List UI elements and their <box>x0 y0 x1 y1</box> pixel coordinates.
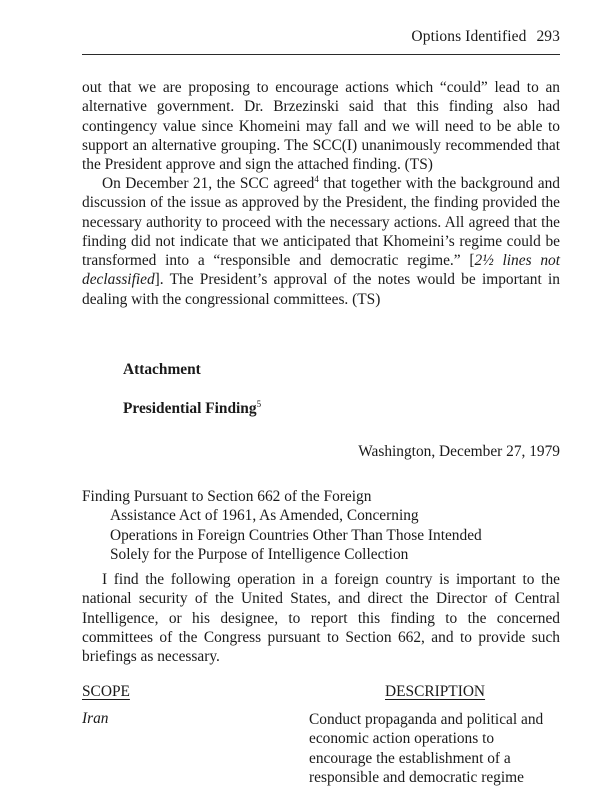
para2-text-c: ]. The President’s approval of the notes would be important in dealing with the congressional committees. (TS) <box>82 271 560 308</box>
running-head <box>411 28 560 46</box>
finding-title <box>82 487 482 564</box>
scope-value: Iran <box>82 710 109 727</box>
finding-paragraph: I find the following operation in a foreign country is important to the national security of the United States, and direct the Director of Central Intelligence, or his designee, to report this finding to the concerned committees of the Congress pursuant to Section 662, and to provide such briefings as necessary. <box>82 571 560 666</box>
finding-title-line-2: Assistance Act of 1961, As Amended, Concerning <box>110 507 419 525</box>
description-value: Conduct propaganda and political and economic action operations to encourage the establishment of a responsible and democratic regime <box>309 711 544 786</box>
finding-heading-text: Presidential Finding <box>123 400 257 417</box>
section-title: Options Identified <box>411 28 527 45</box>
body-paragraph-2 <box>82 174 560 309</box>
para2-text-b: that together with the background and discussion of the issue as approved by the President, the finding provided the necessary authority to proceed with the necessary actions. All agreed that the finding did not indicate that we anticipated that Khomeini’s regime could be transformed into a “responsible and democratic regime.” [ <box>82 175 561 270</box>
description-column-header: DESCRIPTION <box>385 683 486 700</box>
finding-title-line-1: Finding Pursuant to Section 662 of the Foreign <box>82 488 372 505</box>
footnote-ref-4[interactable]: 4 <box>314 173 319 184</box>
para2-text-a: On December 21, the SCC agreed <box>102 175 315 192</box>
finding-heading <box>123 400 261 418</box>
page-number: 293 <box>536 28 560 45</box>
finding-title-line-3: Operations in Foreign Countries Other Than Those Intended <box>110 526 482 544</box>
redaction-note: 2½ lines not declassified <box>82 252 560 289</box>
scope-column-header: SCOPE <box>82 683 130 700</box>
finding-title-line-4: Solely for the Purpose of Intelligence Collection <box>110 545 409 563</box>
dateline: Washington, December 27, 1979 <box>358 443 560 460</box>
body-paragraph-1: out that we are proposing to encourage actions which “could” lead to an alternative government. Dr. Brzezinski said that this finding also had contingency value since Khomeini may fall and we will need to be able to support an alternative grouping. The SCC(I) unanimously recommended that the President approve and sign the attached finding. (TS) <box>82 79 560 174</box>
page-header <box>82 16 560 55</box>
attachment-heading: Attachment <box>123 361 201 378</box>
footnote-ref-5[interactable]: 5 <box>256 398 262 409</box>
